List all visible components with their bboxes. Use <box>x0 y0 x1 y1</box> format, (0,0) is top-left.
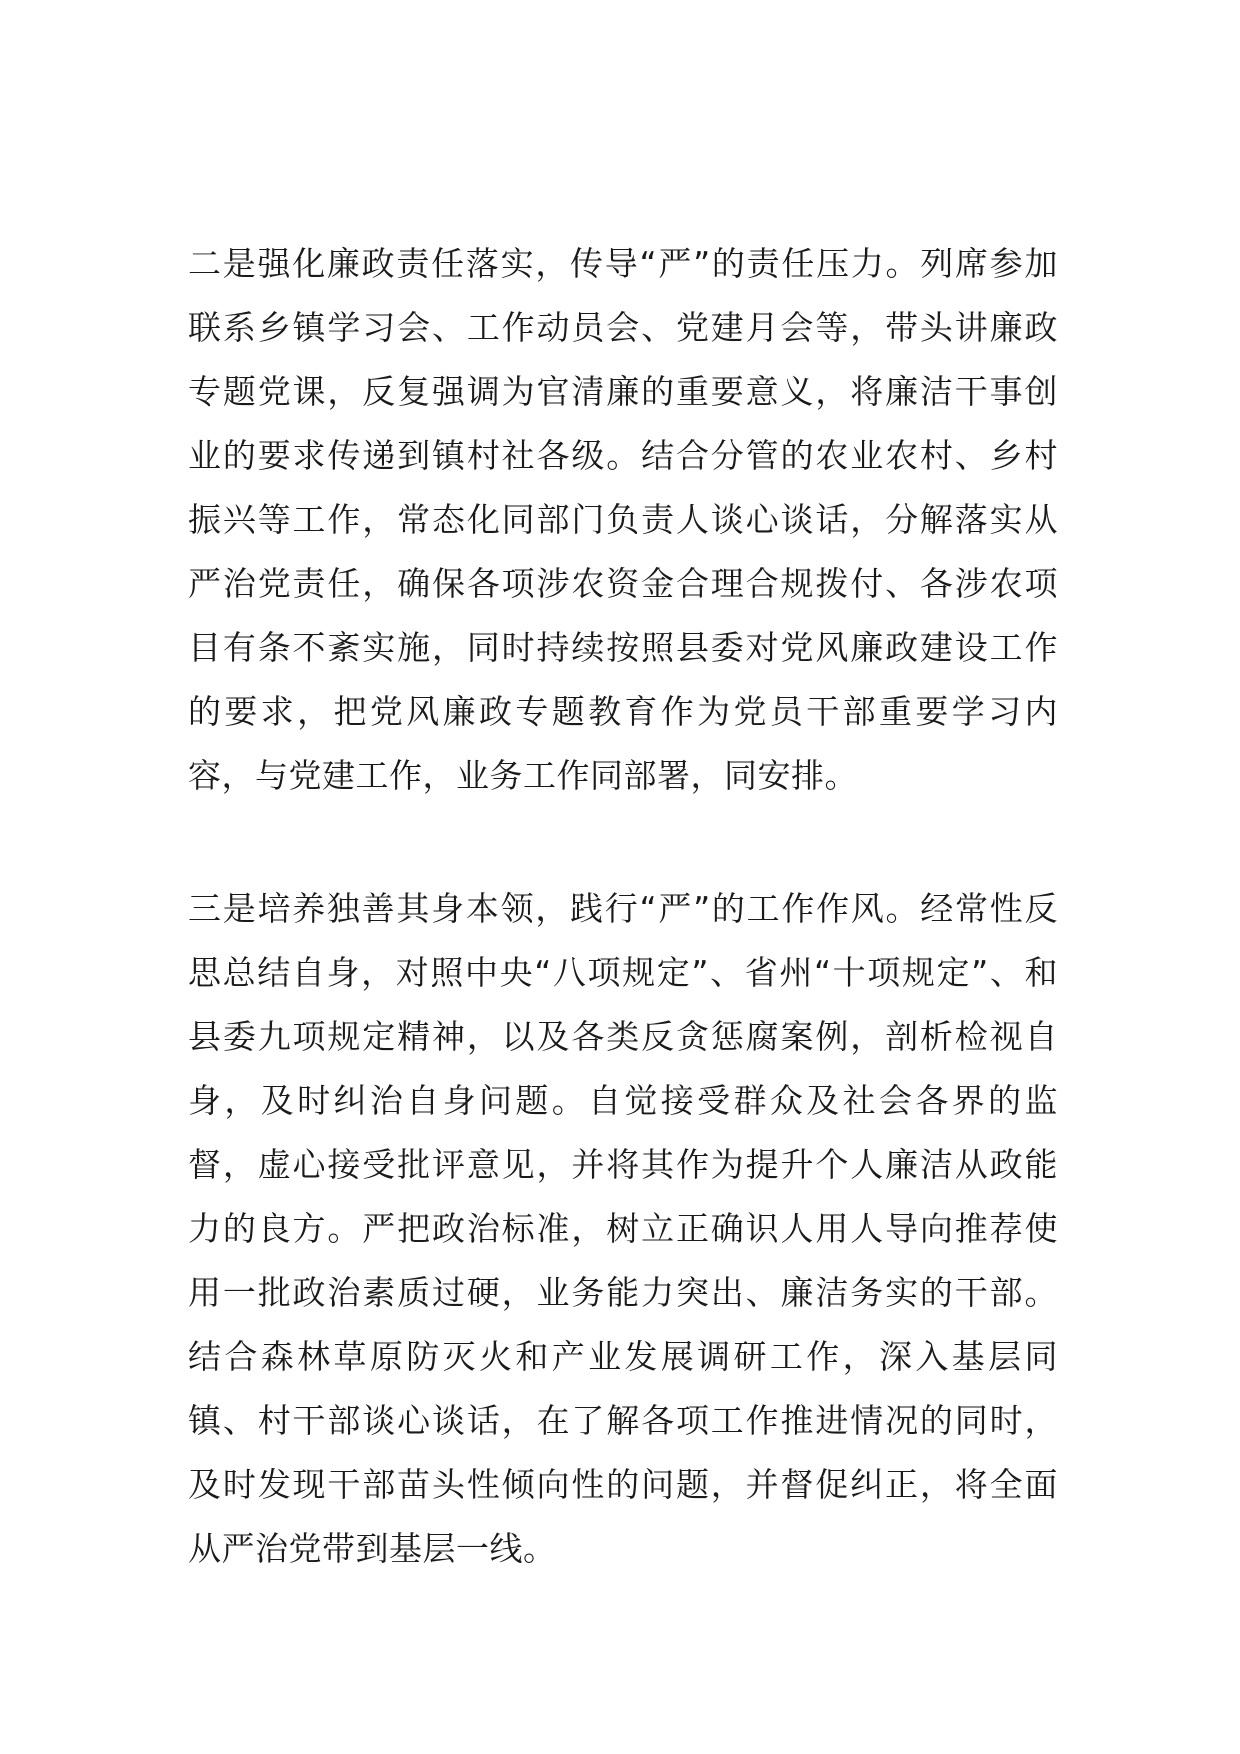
paragraph-cultivate-self-discipline: 三是培养独善其身本领，践行“严”的工作作风。经常性反思总结自身，对照中央“八项规定”、省州“十项规定”、和县委九项规定精神，以及各类反贪惩腐案例，剖析检视自身，及时纠治自身问题。自觉接受群众及社会各界的监督，虚心接受批评意见，并将其作为提升个人廉洁从政能力的良方。严把政治标准，树立正确识人用人导向推荐使用一批政治素质过硬，业务能力突出、廉洁务实的干部。结合森林草原防灭火和产业发展调研工作，深入基层同镇、村干部谈心谈话，在了解各项工作推进情况的同时，及时发现干部苗头性倾向性的问题，并督促纠正，将全面从严治党带到基层一线。 <box>188 889 1058 1568</box>
paragraph-strengthen-integrity-responsibility: 二是强化廉政责任落实，传导“严”的责任压力。列席参加联系乡镇学习会、工作动员会、党建月会等，带头讲廉政专题党课，反复强调为官清廉的重要意义，将廉洁干事创业的要求传递到镇村社各级。结合分管的农业农村、乡村振兴等工作，常态化同部门负责人谈心谈话，分解落实从严治党责任，确保各项涉农资金合理合规拨付、各涉农项目有条不紊实施，同时持续按照县委对党风廉政建设工作的要求，把党风廉政专题教育作为党员干部重要学习内容，与党建工作，业务工作同部署，同安排。 <box>188 244 1058 795</box>
